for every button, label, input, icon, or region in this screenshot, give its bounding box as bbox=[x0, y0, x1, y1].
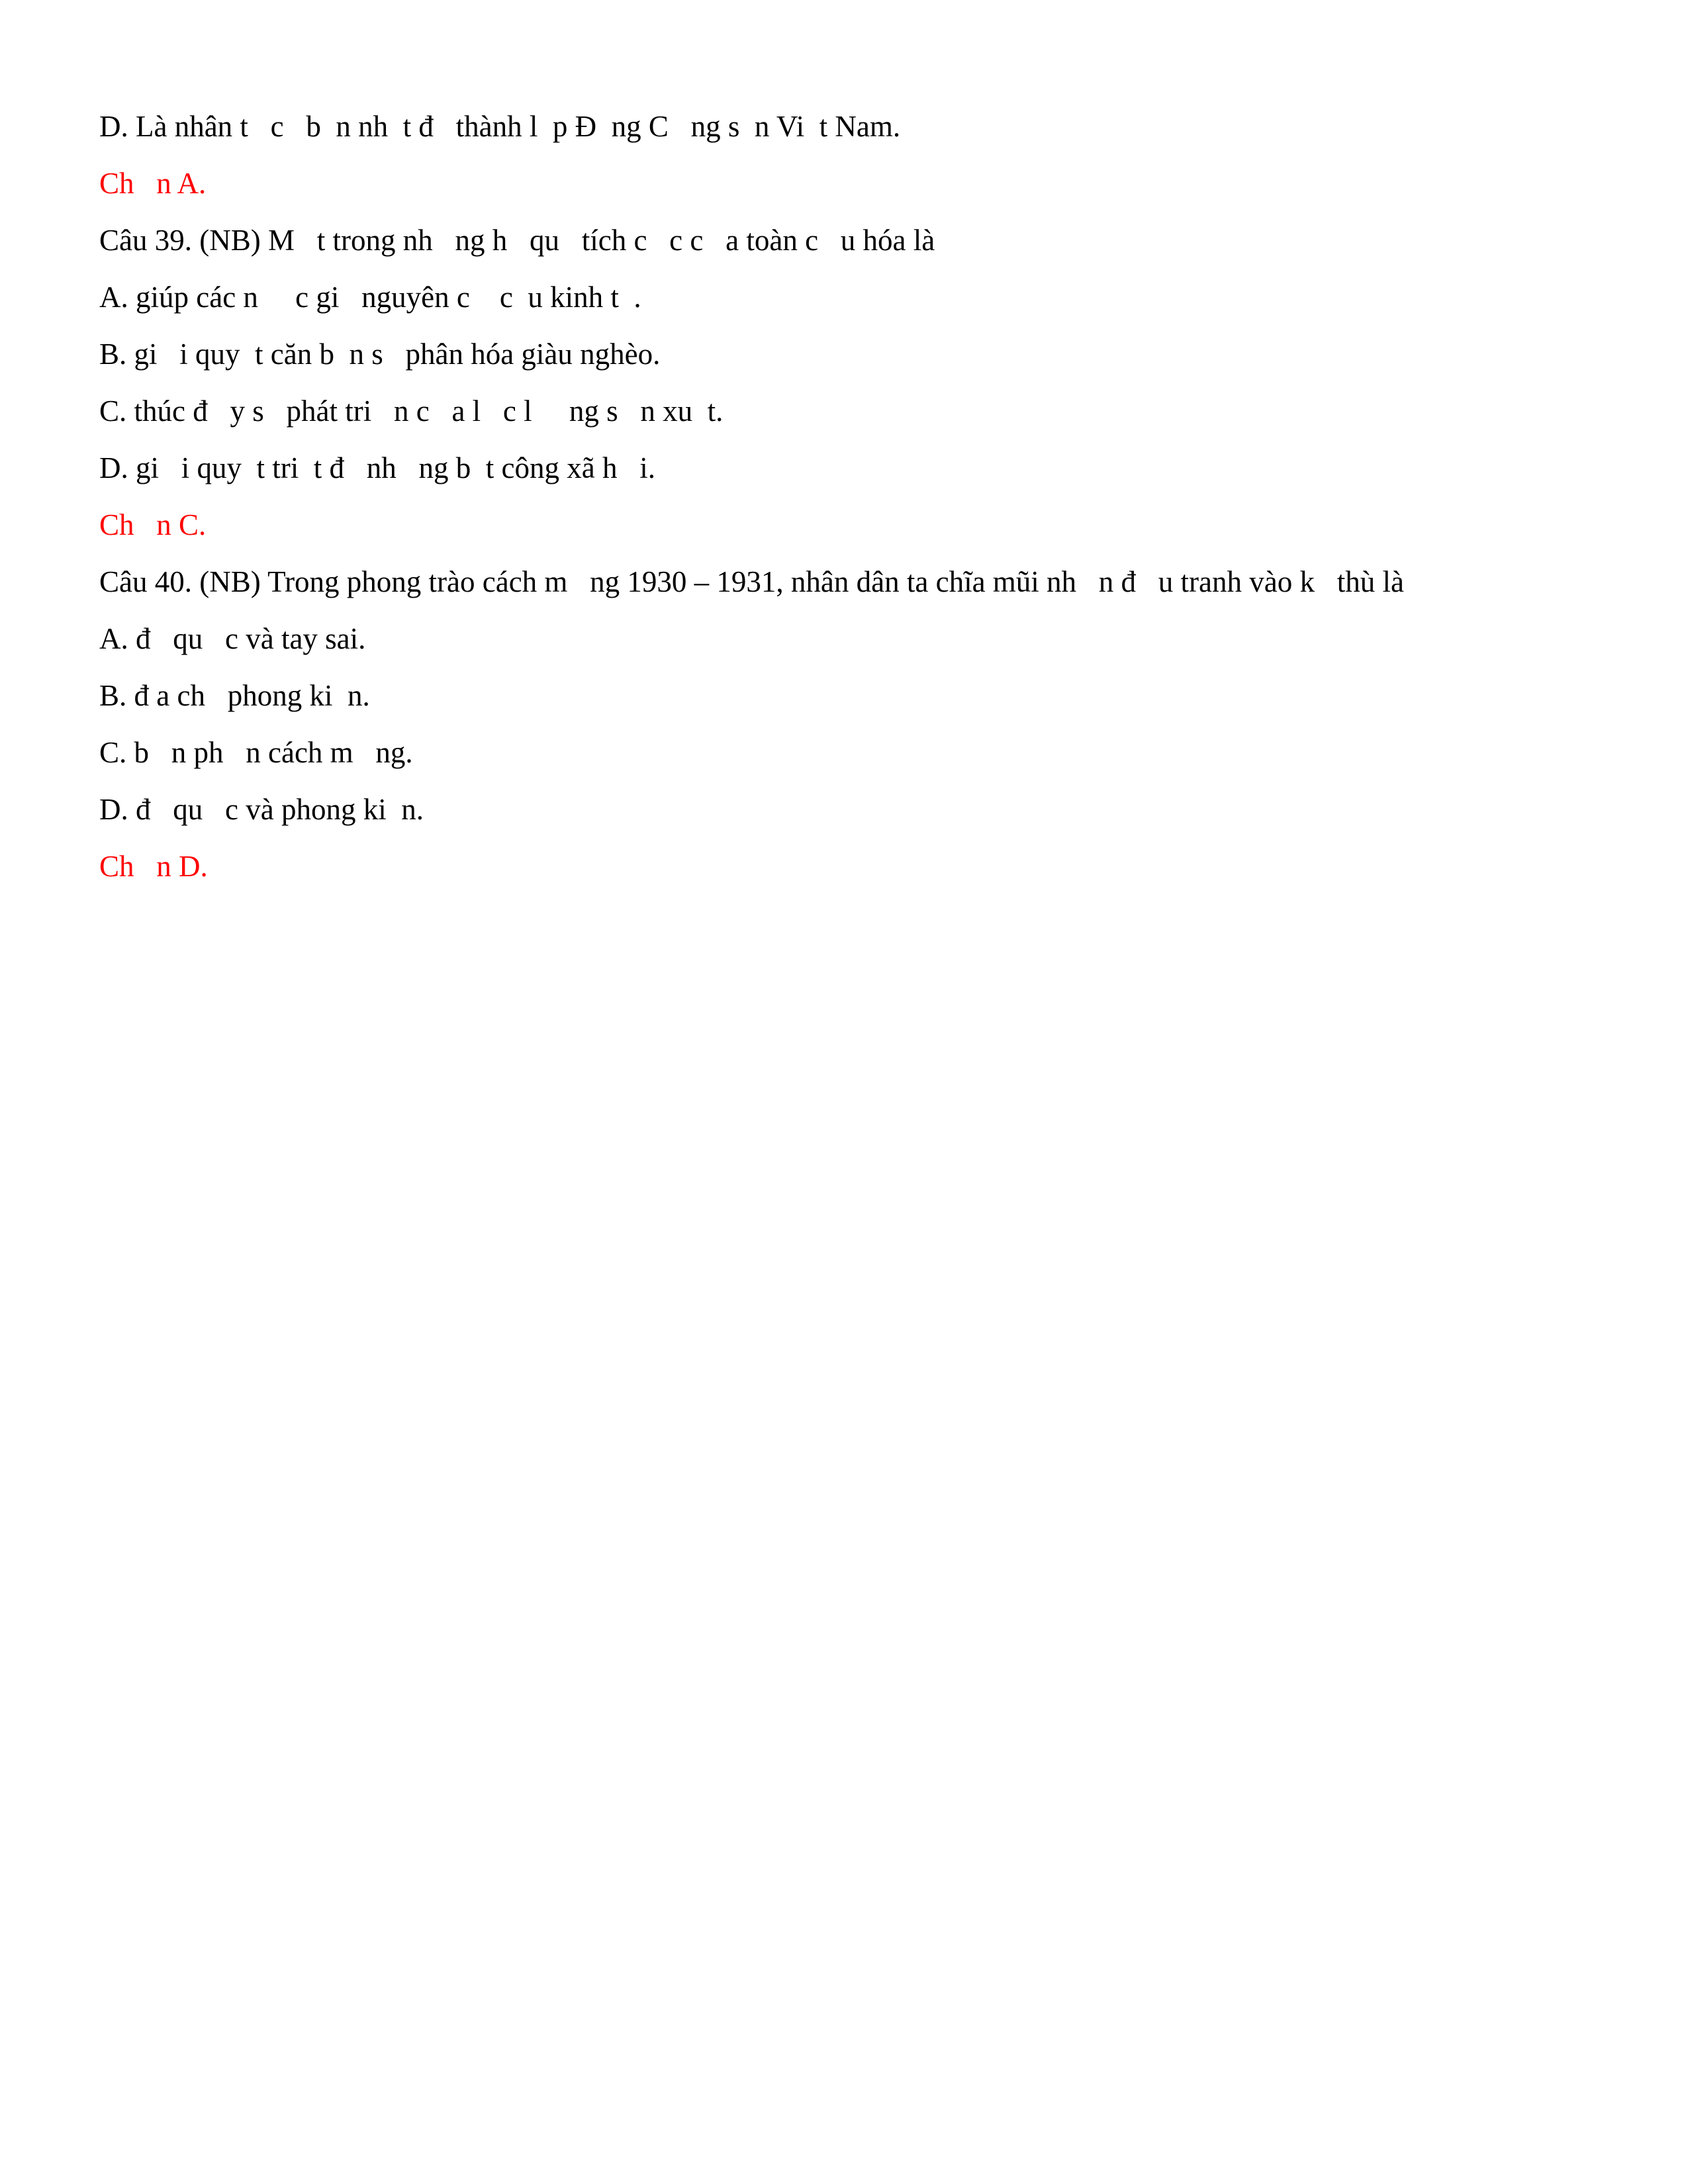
option-b-q40: B. đ a ch phong ki n. bbox=[99, 679, 370, 712]
option-b-q39: B. gi i quy t căn b n s phân hóa giàu nghèo. bbox=[99, 338, 661, 371]
question-40: Câu 40. (NB) Trong phong trào cách m ng 1930 – 1931, nhân dân ta chĩa mũi nh n đ u tranh vào k thù là bbox=[99, 565, 1404, 598]
option-c-q39: C. thúc đ y s phát tri n c a l c l ng s n xu t. bbox=[99, 394, 724, 428]
question-39: Câu 39. (NB) M t trong nh ng h qu tích c c c a toàn c u hóa là bbox=[99, 224, 935, 257]
option-d-q40: D. đ qu c và phong ki n. bbox=[99, 793, 424, 826]
question-content bbox=[99, 98, 1595, 895]
option-c-q40: C. b n ph n cách m ng. bbox=[99, 736, 413, 769]
option-a-q40: A. đ qu c và tay sai. bbox=[99, 622, 366, 655]
answer-q39: Ch n C. bbox=[99, 508, 207, 541]
option-d-q38: D. Là nhân t c b n nh t đ thành l p Đ ng C ng s n Vi t Nam. bbox=[99, 110, 901, 143]
answer-q38: Ch n A. bbox=[99, 167, 207, 200]
option-d-q39: D. gi i quy t tri t đ nh ng b t công xã h i. bbox=[99, 451, 655, 484]
option-a-q39: A. giúp các n c gi nguyên c c u kinh t . bbox=[99, 281, 641, 314]
answer-q40: Ch n D. bbox=[99, 850, 208, 883]
